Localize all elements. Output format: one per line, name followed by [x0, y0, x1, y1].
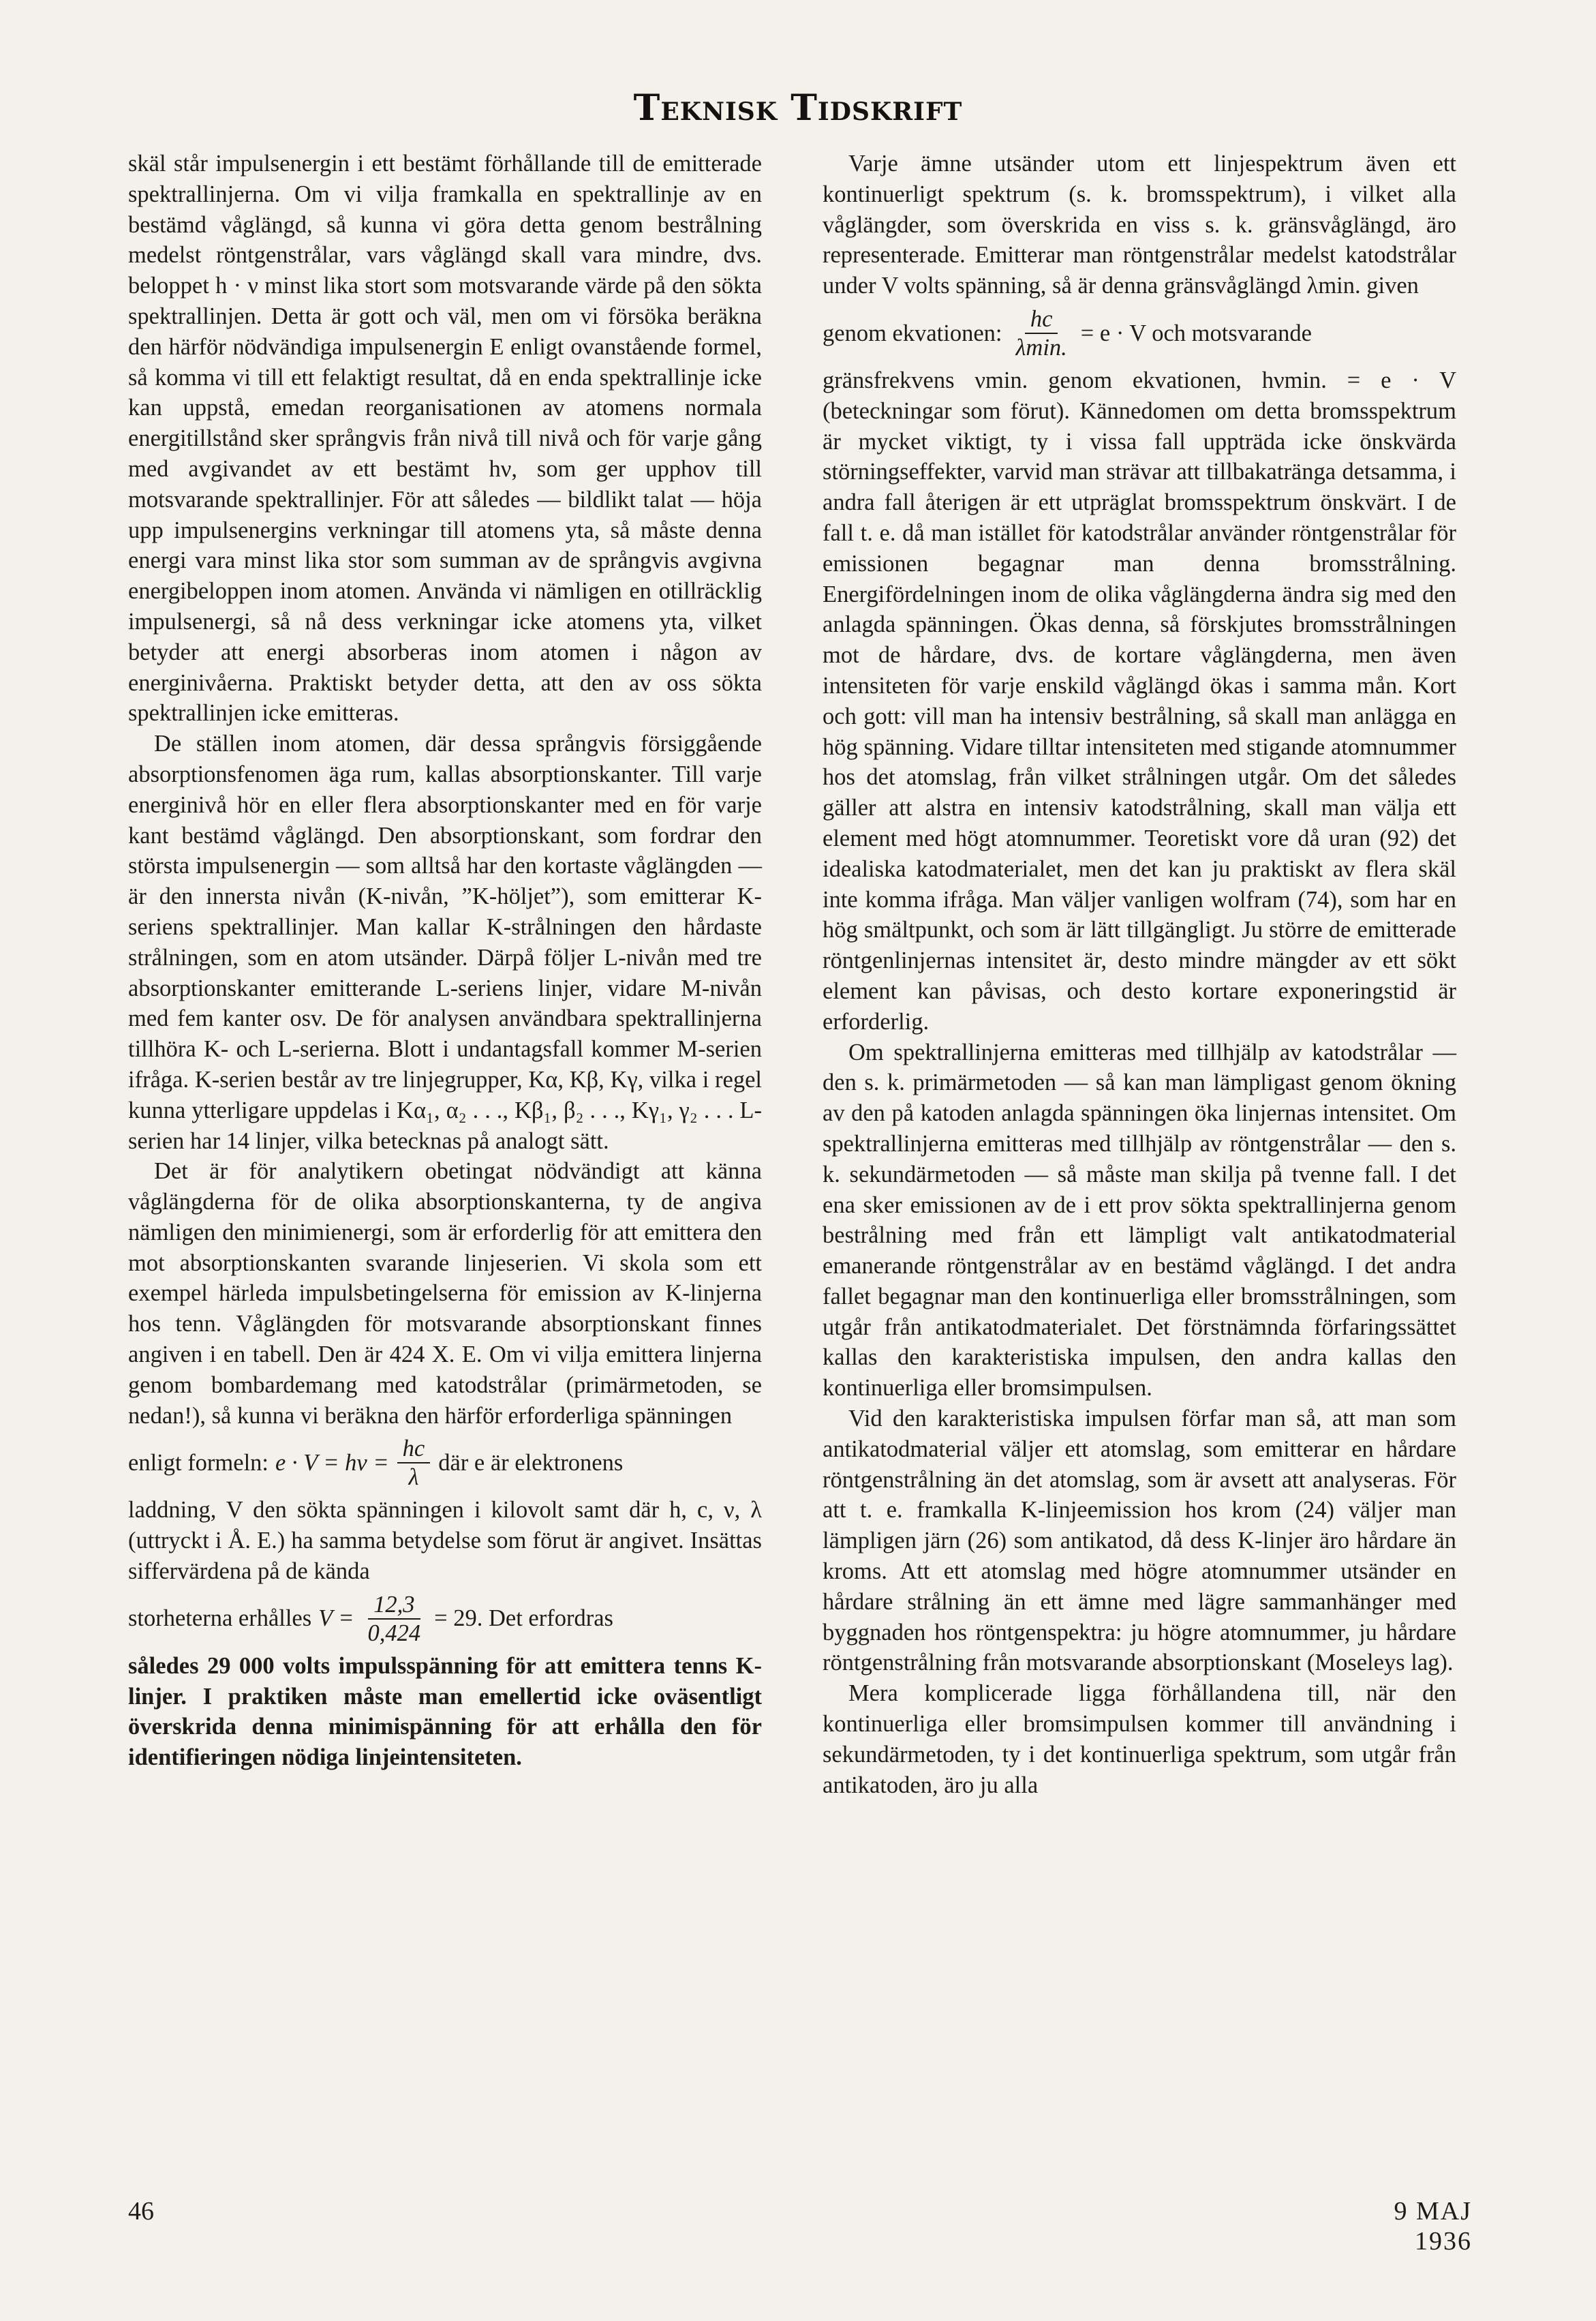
- fraction-denominator: 0,424: [367, 1620, 421, 1646]
- formula-trail-text: = 29. Det erfordras: [434, 1605, 613, 1632]
- formula-lead-text: genom ekvationen:: [823, 320, 1002, 346]
- formula-lead-text: enligt formeln:: [128, 1450, 268, 1476]
- fraction-denominator: λ: [408, 1464, 419, 1491]
- formula-voltage: [128, 1435, 762, 1491]
- paragraph: Det är för analytikern obetingat nödvändigt att känna våglängderna för de olika absorptionskanterna, ty de angiva nämligen den minimienergi, som är erforderlig för att emittera den mot absorptionskanten svarande linjeserien. Vi skola som ett exempel härleda impulsbetingelserna för emission av K-linjerna hos tenn. Våglängden för motsvarande absorptionskant finnes angiven i en tabell. Den är 424 X. E. Om vi vilja emittera linjerna genom bombardemang med katodstrålar (primärmetoden, se nedan!), så kunna vi beräkna den härför erforderliga spänningen: [128, 1158, 762, 1429]
- left-column: [128, 149, 762, 1773]
- masthead-title: Teknisk Tidskrift: [633, 87, 963, 129]
- fraction-numerator: hc: [1025, 305, 1058, 334]
- formula-lhs: e · V = hν =: [275, 1450, 389, 1476]
- issue-date: 9 MAJ 1936: [1394, 2197, 1472, 2256]
- fraction-numerator: hc: [397, 1435, 431, 1463]
- paragraph: Varje ämne utsänder utom ett linjespektrum även ett kontinuerligt spektrum (s. k. bromsspektrum), i vilket alla våglängder, som överskrida en viss s. k. gränsvåglängd, äro representerade. Emitterar man röntgenstrålar medelst katodstrålar under V volts spänning, så är denna gränsvåglängd λmin. given: [823, 151, 1456, 299]
- formula-trail-text: = e · V och motsvarande: [1080, 320, 1312, 346]
- paragraph: skäl står impulsenergin i ett bestämt förhållande till de emitterade spektrallinjerna. Om vi vilja framkalla en spektrallinje av en bestämd våglängd, så kunna vi göra detta genom bestrålning medelst röntgenstrålar, vars våglängd skall vara mindre, dvs. beloppet h · ν minst lika stort som motsvarande värde på den sökta spektrallinjen. Detta är gott och väl, men om vi försöka beräkna den härför nödvändiga impulsenergin E enligt ovanstående formel, så komma vi till ett felaktigt resultat, då en enda spektrallinje icke kan uppstå, emedan reorganisationen av atomens normala energitillstånd sker språngvis från nivå till nivå och för varje gång med avgivandet av ett bestämt hν, som ger upphov till motsvarande spektrallinjer. För att således — bildlikt talat — höja upp impulsenergins verkningar till atomens yta, så måste denna energi vara minst lika stor som summan av de språngvis avgivna energibeloppen inom atomen. Använda vi nämligen en otillräcklig impulsenergi, så nå dess verkningar icke atomens yta, vilket betyder att energi absorberas inom atomen i någon av energinivåerna. Praktiskt betyder detta, att den av oss sökta spektrallinjen icke emitteras.: [128, 151, 762, 727]
- formula-fraction: [1010, 305, 1072, 361]
- paragraph: Vid den karakteristiska impulsen förfar man så, att man som antikatodmaterial väljer ett atomslag, som emitterar en hårdare röntgenstrålning än det atomslag, som är avsett att analyseras. För att t. e. framkalla K-linjeemission hos krom (24) väljer man lämpligen järn (26) som antikatod, då dess K-linjer äro hårdare än kroms. Att ett atomslag med högre atomnummer utsänder en hårdare strålning än ett ämne med lägre sammanhänger med byggnaden hos röntgenspektra: ju högre atomnummer, ju hårdare röntgenstrålning från motsvarande absorptionskant (Moseleys lag).: [823, 1406, 1456, 1676]
- paragraph: laddning, V den sökta spänningen i kilovolt samt där h, c, ν, λ (uttryckt i Å. E.) ha samma betydelse som förut är angivet. Insättas siffervärdena på de kända: [128, 1497, 762, 1585]
- paragraph: Mera komplicerade ligga förhållandena till, när den kontinuerliga eller bromsimpulsen kommer till användning i sekundärmetoden, ty i det kontinuerliga spektrum, som utgår från antikatoden, äro ju alla: [823, 1680, 1456, 1798]
- formula-lhs: V =: [318, 1605, 354, 1632]
- right-column: [823, 149, 1456, 1800]
- formula-lead-text: storheterna erhålles: [128, 1605, 312, 1632]
- paragraph: gränsfrekvens νmin. genom ekvationen, hνmin. = e · V (beteckningar som förut). Kännedomen om detta bromsspektrum är mycket viktigt, ty i vissa fall uppträda icke önskvärda störningseffekter, varvid man strävar att tillbakatränga detsamma, i andra fall återigen är ett utpräglat bromsspektrum önskvärt. I de fall t. e. då man istället för katodstrålar använder röntgenstrålar för emissionen begagnar man denna bromsstrålning. Energifördelningen inom de olika våglängderna ändra sig med den anlagda spänningen. Ökas denna, så förskjutes bromsstrålningen mot de hårdare, dvs. de kortare våglängderna, men även intensiteten för varje enskild våglängd ökas i samma mån. Kort och gott: vill man ha intensiv bestrålning, så skall man anlägga en hög spänning. Vidare tilltar intensiteten med stigande atomnummer hos det atomslag, från vilket strålningen utgår. Om det således gäller att alstra en intensiv katodstrålning, skall man välja ett element med högt atomnummer. Teoretiskt vore då uran (92) det idealiska katodmaterialet, men det kan ju praktiskt av flera skäl inte komma ifråga. Man väljer vanligen wolfram (74), som har en hög smältpunkt, och som är lätt tillgängligt. Ju större de emitterade röntgenlinjernas intensitet är, desto mindre mängder av ett sökt element kan påvisas, och desto kortare exponeringstid är erforderlig.: [823, 367, 1456, 1035]
- fraction-numerator: 12,3: [368, 1591, 420, 1620]
- formula-fraction: [363, 1591, 427, 1647]
- paragraph: Om spektrallinjerna emitteras med tillhjälp av katodstrålar — den s. k. primärmetoden — så kan man lämpligast genom ökning av den på katoden anlagda spänningen öka linjernas intensitet. Om spektrallinjerna emitteras med tillhjälp av röntgenstrålar — den s. k. sekundärmetoden — så måste man skilja på tvenne fall. I det ena sker emissionen av de i ett prov sökta spektrallinjerna genom bestrålning med från ett lämpligt valt antikatodmaterial emanerande röntgenstrålar av en bestämd våglängd. I det andra fallet begagnar man den kontinuerliga eller bromsstrålningen, som utgår från antikatodmaterialet. Det förstnämnda förfaringssättet kallas den karakteristiska impulsen, den andra kallas den kontinuerliga eller bromsimpulsen.: [823, 1039, 1456, 1401]
- formula-wavelength: [823, 305, 1456, 361]
- formula-fraction: [397, 1435, 431, 1491]
- page-number: 46: [128, 2197, 154, 2226]
- paragraph: De ställen inom atomen, där dessa språngvis försiggående absorptionsfenomen äga rum, kallas absorptionskanter. Till varje energinivå hör en eller flera absorptionskanter med en för varje kant bestämd våglängd. Den absorptionskant, som fordrar den största impulsenergin — som alltså har den kortaste våglängden — är den innersta nivån (K-nivån, ”K-höljet”), som emitterar K-seriens spektrallinjer. Man kallar K-strålningen den hårdaste strålningen, som en atom utsänder. Därpå följer L-nivån med tre absorptionskanter emitterande L-seriens linjer, vidare M-nivån med fem kanter osv. De för analysen användbara spektrallinjerna tillhöra K- och L-serierna. Blott i undantagsfall kommer M-serien ifråga. K-serien består av tre linjegrupper, Kα, Kβ, Kγ, vilka i regel kunna ytterligare uppdelas i Kα₁, α₂ . . ., Kβ₁, β₂ . . ., Kγ₁, γ₂ . . . L-serien har 14 linjer, vilka betecknas på analogt sätt.: [128, 731, 762, 1154]
- fraction-denominator: λmin.: [1015, 334, 1067, 361]
- formula-numeric: [128, 1591, 762, 1647]
- paragraph: således 29 000 volts impulsspänning för att emittera tenns K-linjer. I praktiken måste man emellertid icke oväsentligt överskrida denna minimispänning för att erhålla den för identifieringen nödiga linjeintensiteten.: [128, 1652, 762, 1771]
- formula-trail-text: där e är elektronens: [438, 1450, 624, 1476]
